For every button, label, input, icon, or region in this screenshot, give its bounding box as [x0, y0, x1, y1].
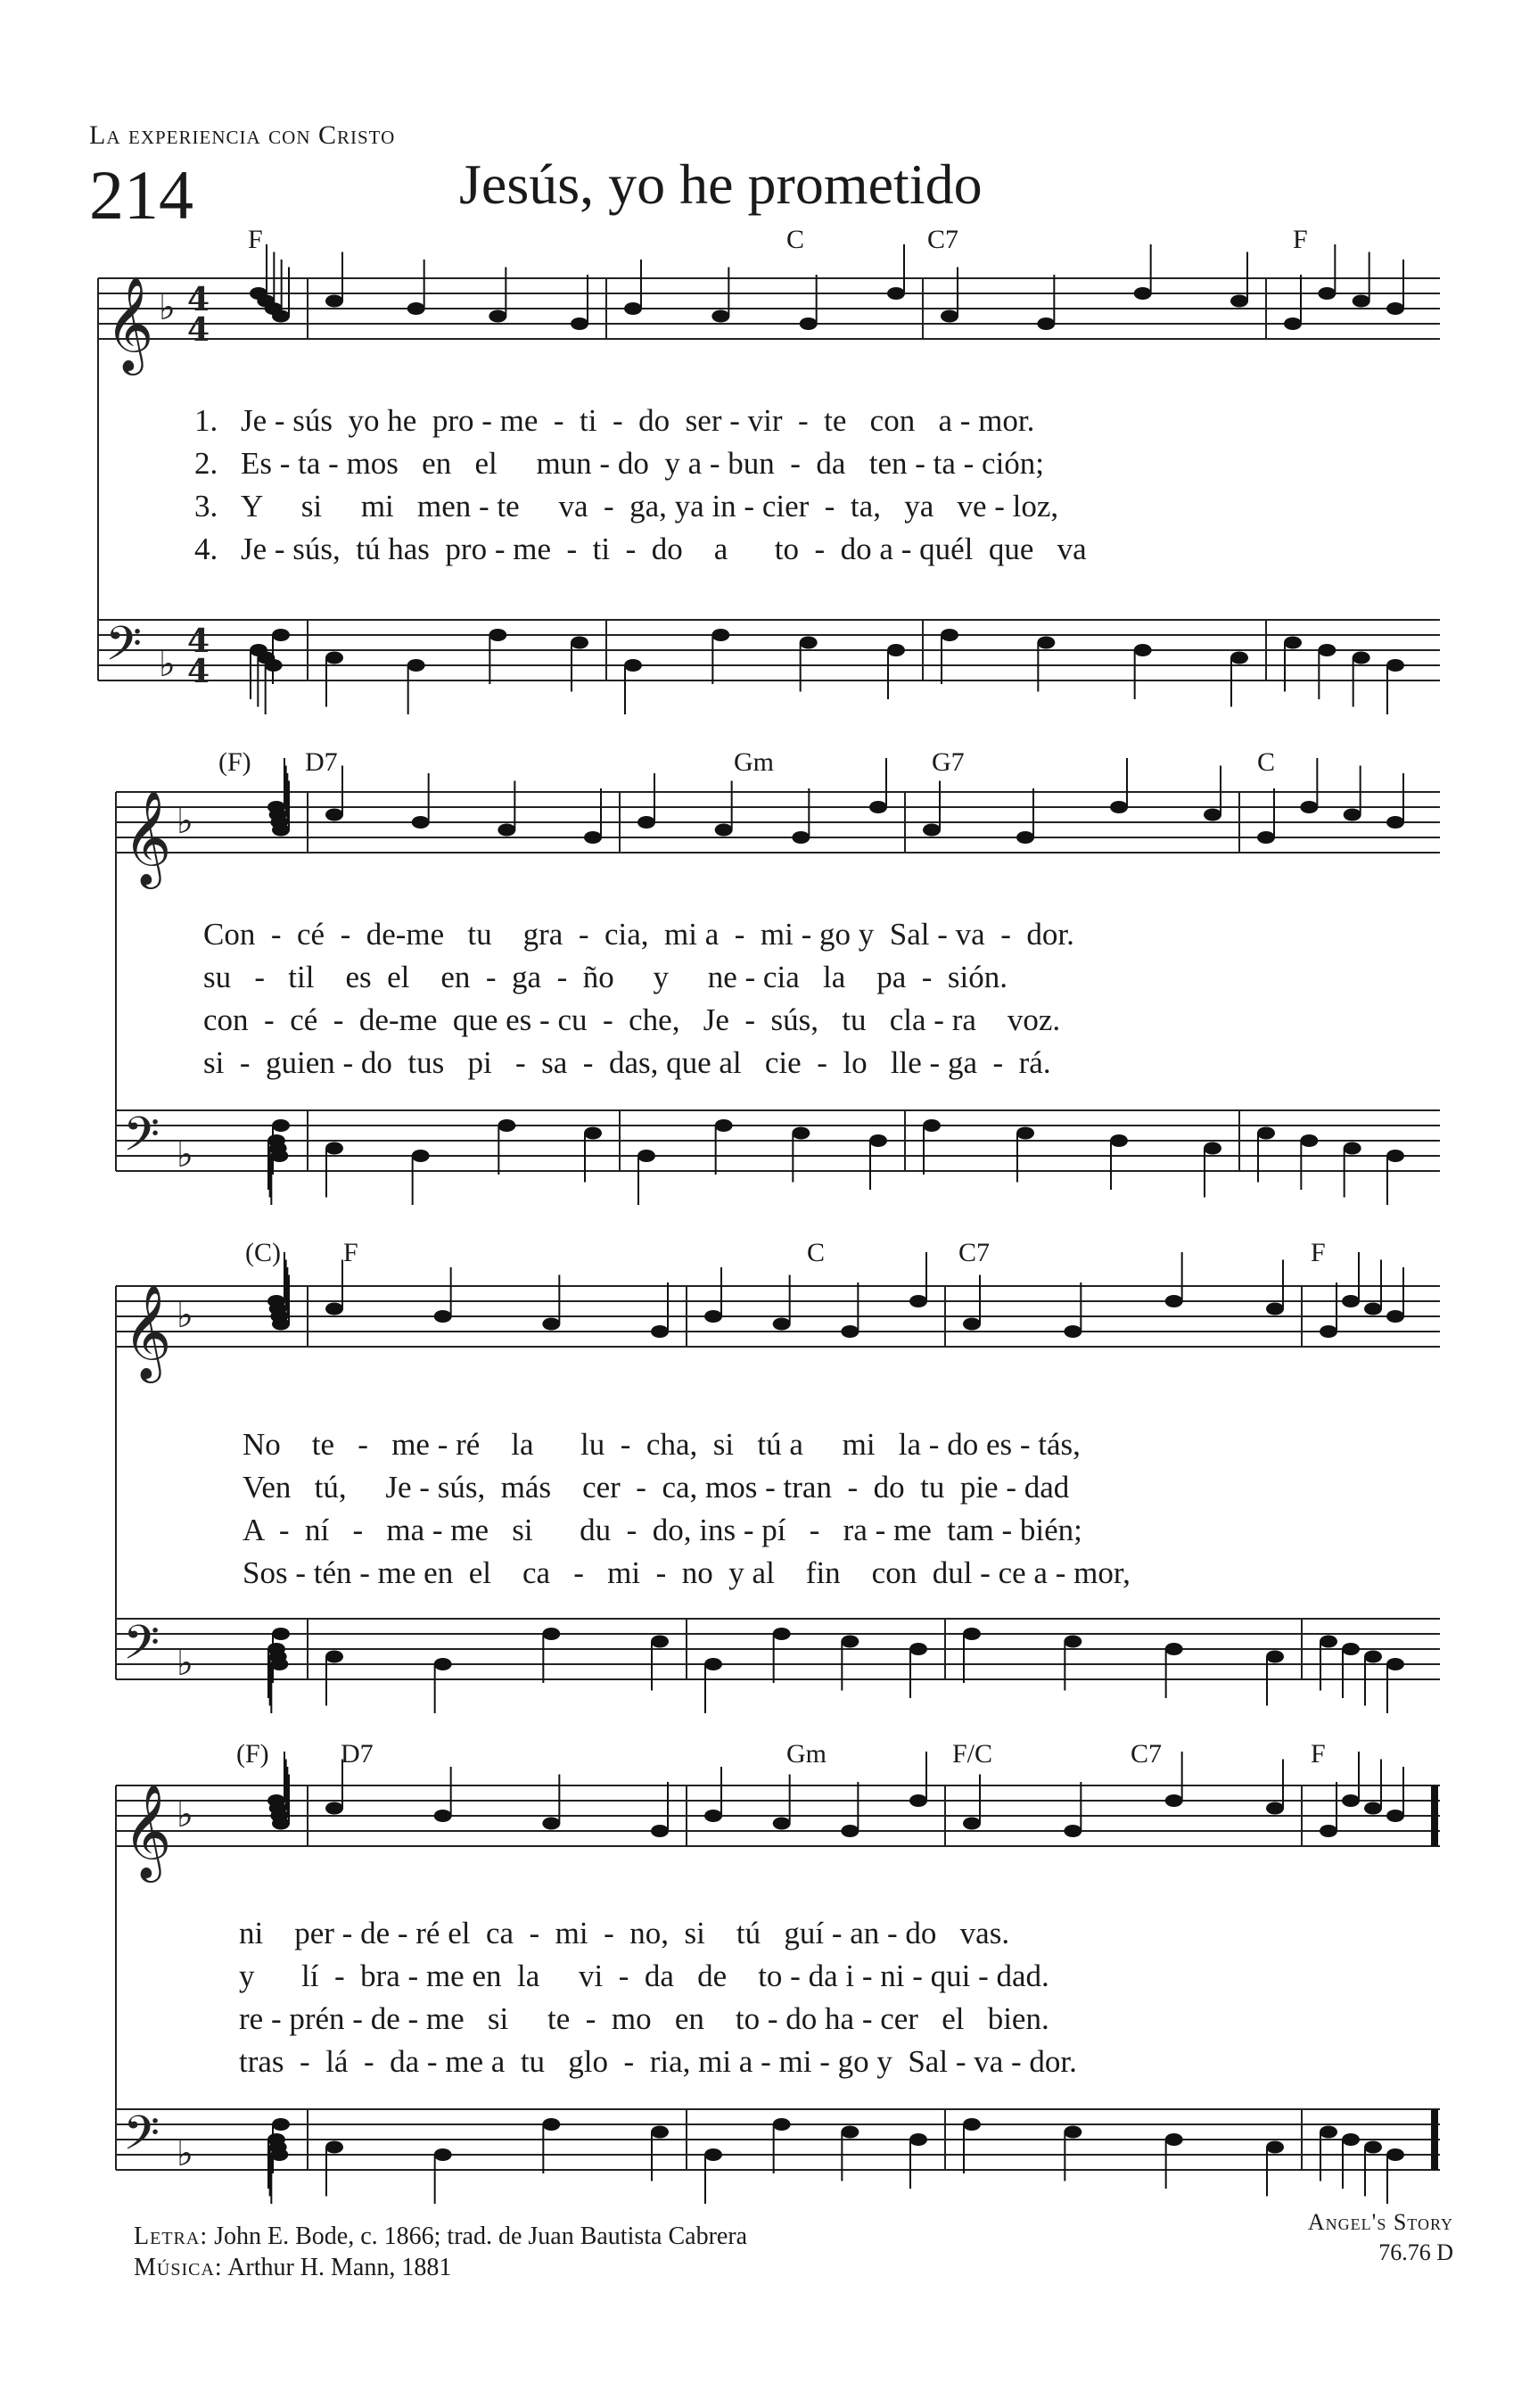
flat-sign: ♭ — [177, 2133, 193, 2174]
musica-label: Música: — [134, 2254, 223, 2281]
note-head — [542, 1818, 560, 1830]
chord-symbol: F/C — [952, 1739, 993, 1769]
note-head — [869, 1134, 887, 1147]
note-head — [325, 652, 343, 664]
letra-label: Letra: — [134, 2222, 209, 2250]
note-head — [1342, 1643, 1360, 1655]
chord-symbol: G7 — [932, 747, 965, 777]
note-head — [1353, 652, 1370, 664]
note-head — [272, 824, 290, 837]
note-head — [498, 1119, 515, 1132]
note-head — [923, 1119, 941, 1132]
time-signature: 4 — [187, 281, 210, 318]
note-head — [637, 1150, 655, 1162]
note-head — [887, 644, 905, 656]
note-head — [1386, 659, 1404, 672]
note-head — [841, 1636, 859, 1648]
note-head — [1165, 1794, 1183, 1807]
treble-clef: 𝄞 — [123, 789, 172, 885]
note-head — [1266, 1303, 1284, 1315]
note-head — [1204, 1142, 1221, 1155]
flat-sign: ♭ — [177, 1643, 193, 1684]
note-head — [407, 659, 425, 672]
treble-clef: 𝄞 — [105, 276, 154, 371]
note-head — [711, 629, 729, 641]
note-head — [584, 1127, 602, 1140]
note-head — [1300, 1134, 1318, 1147]
note-head — [651, 1325, 669, 1338]
note-head — [325, 2141, 343, 2154]
note-head — [651, 1636, 669, 1648]
note-head — [1386, 1310, 1404, 1323]
meter: 76.76 D — [1378, 2239, 1453, 2265]
lyric-line: ni per - de - ré el ca - mi - no, si tú guí - an - do vas. — [239, 1916, 1010, 1950]
chord-symbol: F — [1311, 1238, 1326, 1267]
note-head — [1257, 1127, 1275, 1140]
hymn-title: Jesús, yo he prometido — [459, 153, 983, 216]
section-label: La experiencia con Cristo — [89, 120, 396, 150]
chord-symbol: (C) — [245, 1238, 281, 1267]
note-head — [841, 1325, 859, 1338]
note-head — [1230, 652, 1248, 664]
note-head — [1300, 801, 1318, 813]
note-head — [1364, 1303, 1382, 1315]
note-head — [434, 2148, 452, 2161]
note-head — [923, 824, 941, 837]
note-head — [773, 1318, 791, 1331]
note-head — [841, 1825, 859, 1837]
note-head — [1110, 1134, 1128, 1147]
chord-symbol: (F) — [218, 747, 251, 777]
note-head — [963, 1318, 981, 1331]
flat-sign: ♭ — [159, 287, 176, 328]
note-head — [1364, 1651, 1382, 1663]
note-head — [1134, 644, 1152, 656]
note-head — [1064, 1325, 1082, 1338]
note-head — [434, 1658, 452, 1670]
note-head — [1386, 302, 1404, 315]
verse-number: 3. — [194, 489, 218, 524]
treble-clef: 𝄞 — [123, 1283, 172, 1379]
note-head — [498, 824, 515, 837]
note-head — [715, 1119, 733, 1132]
note-head — [325, 295, 343, 308]
note-head — [1386, 1810, 1404, 1822]
note-head — [704, 1658, 722, 1670]
lyric-line: si - guien - do tus pi - sa - das, que al cie - lo lle - ga - rá. — [203, 1045, 1051, 1080]
note-head — [704, 1810, 722, 1822]
chord-symbol: F — [343, 1238, 358, 1267]
note-head — [1364, 2141, 1382, 2154]
note-head — [434, 1310, 452, 1323]
music-credit: Arthur H. Mann, 1881 — [227, 2254, 452, 2281]
note-head — [1342, 2133, 1360, 2146]
note-head — [773, 2118, 791, 2131]
bass-clef: 𝄢 — [123, 1616, 160, 1682]
flat-sign: ♭ — [177, 801, 193, 842]
chord-symbol: C — [1257, 747, 1276, 777]
note-head — [571, 637, 588, 649]
lyric-line: Sos - tén - me en el ca - mi - no y al fin con dul - ce a - mor, — [243, 1555, 1131, 1590]
chord-symbol: D7 — [341, 1739, 374, 1769]
note-head — [869, 801, 887, 813]
note-head — [542, 1318, 560, 1331]
note-head — [651, 1825, 669, 1837]
note-head — [909, 2133, 927, 2146]
note-head — [1165, 1295, 1183, 1307]
note-head — [1165, 2133, 1183, 2146]
note-head — [571, 317, 588, 330]
bass-clef: 𝄢 — [105, 617, 143, 683]
note-head — [1064, 1636, 1082, 1648]
lyric-line: tras - lá - da - me a tu glo - ria, mi a - mi - go y Sal - va - dor. — [239, 2044, 1077, 2079]
note-head — [407, 302, 425, 315]
note-head — [711, 310, 729, 323]
note-head — [1284, 637, 1302, 649]
note-head — [841, 2126, 859, 2139]
chord-symbol: Gm — [734, 747, 774, 777]
lyric-line: Y si mi men - te va - ga, ya in - cier - ta, ya ve - loz, — [241, 489, 1059, 524]
note-head — [792, 1127, 810, 1140]
note-head — [1386, 816, 1404, 829]
note-head — [963, 1818, 981, 1830]
note-head — [272, 629, 290, 641]
note-head — [1037, 317, 1055, 330]
note-head — [651, 2126, 669, 2139]
lyric-line: Je - sús yo he pro - me - ti - do ser - vir - te con a - mor. — [241, 403, 1035, 438]
note-head — [773, 1818, 791, 1830]
note-head — [325, 1142, 343, 1155]
verse-number: 4. — [194, 532, 218, 566]
note-head — [1204, 809, 1221, 821]
note-head — [325, 1802, 343, 1815]
note-head — [773, 1628, 791, 1640]
lyric-line: y lí - bra - me en la vi - da de to - da i - ni - qui - dad. — [239, 1959, 1049, 1993]
note-head — [1364, 1802, 1382, 1815]
chord-symbol: C7 — [958, 1238, 991, 1267]
bass-clef: 𝄢 — [123, 2107, 160, 2173]
note-head — [1016, 831, 1034, 844]
note-head — [325, 1303, 343, 1315]
note-head — [325, 809, 343, 821]
chord-symbol: F — [248, 225, 263, 254]
chord-symbol: C7 — [1131, 1739, 1163, 1769]
note-head — [792, 831, 810, 844]
note-head — [489, 310, 506, 323]
note-head — [1320, 1325, 1337, 1338]
note-head — [1037, 637, 1055, 649]
note-head — [434, 1810, 452, 1822]
note-head — [1064, 2126, 1082, 2139]
note-head — [963, 2118, 981, 2131]
note-head — [1266, 1802, 1284, 1815]
flat-sign: ♭ — [177, 1295, 193, 1336]
lyric-line: re - prén - de - me si te - mo en to - do ha - cer el bien. — [239, 2001, 1049, 2036]
chord-symbol: D7 — [305, 747, 338, 777]
note-head — [1064, 1825, 1082, 1837]
lyric-line: Con - cé - de-me tu gra - cia, mi a - mi - go y Sal - va - dor. — [203, 917, 1074, 952]
note-head — [1386, 1150, 1404, 1162]
note-head — [1344, 1142, 1361, 1155]
note-head — [272, 1628, 290, 1640]
note-head — [800, 637, 818, 649]
note-head — [624, 659, 642, 672]
tune-info — [1308, 2207, 1453, 2268]
note-head — [272, 1119, 290, 1132]
lyric-line: Je - sús, tú has pro - me - ti - do a to - do a - quél que va — [241, 532, 1087, 566]
note-head — [1320, 2126, 1337, 2139]
note-head — [489, 629, 506, 641]
lyric-line: su - til es el en - ga - ño y ne - cia la pa - sión. — [203, 960, 1008, 994]
lyric-line: No te - me - ré la lu - cha, si tú a mi la - do es - tás, — [243, 1427, 1081, 1462]
note-head — [1110, 801, 1128, 813]
note-head — [1257, 831, 1275, 844]
note-head — [1134, 287, 1152, 300]
note-head — [1230, 295, 1248, 308]
note-head — [715, 824, 733, 837]
note-head — [325, 1651, 343, 1663]
note-head — [909, 1643, 927, 1655]
note-head — [272, 1318, 290, 1331]
note-head — [272, 310, 290, 323]
note-head — [941, 629, 958, 641]
flat-sign: ♭ — [177, 1134, 193, 1175]
note-head — [941, 310, 958, 323]
flat-sign: ♭ — [159, 644, 176, 685]
note-head — [704, 2148, 722, 2161]
time-signature: 4 — [187, 623, 210, 660]
credits — [134, 2221, 747, 2283]
note-head — [1320, 1825, 1337, 1837]
lyrics-credit: John E. Bode, c. 1866; trad. de Juan Bautista Cabrera — [214, 2222, 748, 2250]
lyric-line: con - cé - de-me que es - cu - che, Je - sús, tu cla - ra voz. — [203, 1002, 1061, 1037]
chord-symbol: C — [807, 1238, 826, 1267]
bass-clef: 𝄢 — [123, 1108, 160, 1174]
note-head — [963, 1628, 981, 1640]
note-head — [272, 2118, 290, 2131]
note-head — [704, 1310, 722, 1323]
note-head — [624, 302, 642, 315]
note-head — [1318, 644, 1336, 656]
note-head — [1266, 2141, 1284, 2154]
note-head — [1344, 809, 1361, 821]
note-head — [1386, 1658, 1404, 1670]
chord-symbol: C7 — [927, 225, 959, 254]
note-head — [584, 831, 602, 844]
chord-symbol: C — [786, 225, 805, 254]
lyric-line: Ven tú, Je - sús, más cer - ca, mos - tran - do tu pie - dad — [243, 1470, 1070, 1505]
note-head — [1165, 1643, 1183, 1655]
note-head — [800, 317, 818, 330]
note-head — [1386, 2148, 1404, 2161]
note-head — [412, 1150, 430, 1162]
chord-symbol: (F) — [236, 1739, 269, 1769]
chord-symbol: F — [1293, 225, 1308, 254]
note-head — [1342, 1794, 1360, 1807]
note-head — [272, 1818, 290, 1830]
treble-clef: 𝄞 — [123, 1783, 172, 1878]
lyric-line: Es - ta - mos en el mun - do y a - bun - da ten - ta - ción; — [241, 446, 1045, 481]
note-head — [542, 2118, 560, 2131]
verse-number: 1. — [194, 403, 218, 438]
note-head — [542, 1628, 560, 1640]
verse-number: 2. — [194, 446, 218, 481]
lyric-line: A - ní - ma - me si du - do, ins - pí - ra - me tam - bién; — [243, 1513, 1082, 1547]
note-head — [887, 287, 905, 300]
note-head — [1318, 287, 1336, 300]
time-signature: 4 — [187, 311, 210, 349]
note-head — [1353, 295, 1370, 308]
note-head — [909, 1794, 927, 1807]
note-head — [412, 816, 430, 829]
time-signature: 4 — [187, 653, 210, 690]
note-head — [637, 816, 655, 829]
note-head — [1266, 1651, 1284, 1663]
note-head — [1016, 1127, 1034, 1140]
flat-sign: ♭ — [177, 1794, 193, 1835]
chord-symbol: Gm — [786, 1739, 827, 1769]
note-head — [909, 1295, 927, 1307]
chord-symbol: F — [1311, 1739, 1326, 1769]
note-head — [1284, 317, 1302, 330]
tune-name: Angel's Story — [1307, 2209, 1453, 2235]
hymn-number: 214 — [89, 156, 193, 234]
note-head — [1320, 1636, 1337, 1648]
note-head — [1342, 1295, 1360, 1307]
